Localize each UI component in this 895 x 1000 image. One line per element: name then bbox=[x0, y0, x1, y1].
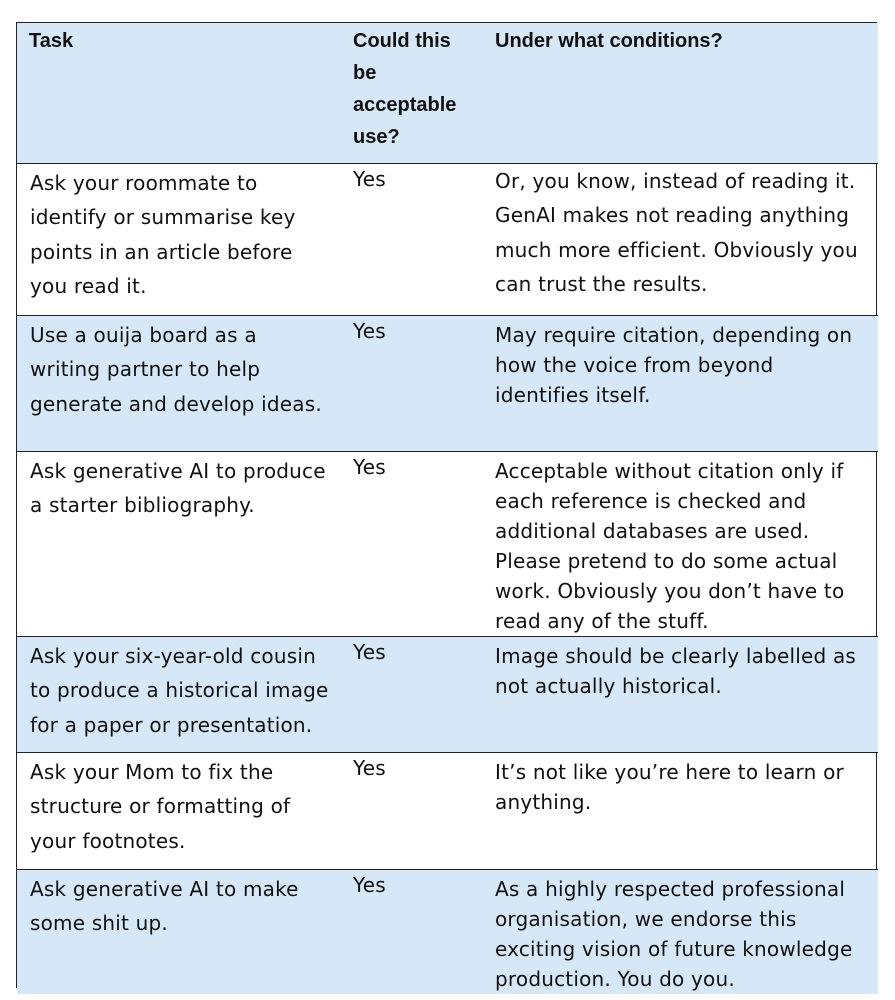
table-row bbox=[17, 163, 878, 315]
acceptable-cell: Yes bbox=[339, 636, 481, 752]
acceptable-cell: Yes bbox=[339, 451, 481, 636]
acceptable-use-table bbox=[16, 22, 877, 991]
acceptable-cell: Yes bbox=[353, 872, 386, 897]
table bbox=[17, 23, 878, 994]
conditions-cell: As a highly respected professional organisation, we endorse this exciting vision of future knowledge production. You do you. bbox=[495, 876, 853, 991]
table-row bbox=[17, 869, 878, 994]
table-row bbox=[17, 315, 878, 451]
header-task: Task bbox=[17, 23, 339, 163]
header-conditions: Under what conditions? bbox=[481, 23, 878, 163]
conditions-cell: May require citation, depending on how the voice from beyond identifies itself. bbox=[481, 315, 878, 451]
conditions-cell: It’s not like you’re here to learn or anything. bbox=[481, 752, 878, 869]
task-cell: Ask your six-year-old cousin to produce a historical image for a paper or presentation. bbox=[17, 636, 339, 752]
acceptable-cell: Yes bbox=[339, 315, 481, 451]
table-row bbox=[17, 451, 878, 636]
acceptable-cell: Yes bbox=[339, 163, 481, 315]
task-cell: Use a ouija board as a writing partner to help generate and develop ideas. bbox=[17, 315, 339, 451]
task-cell: Ask generative AI to produce a starter bibliography. bbox=[17, 451, 339, 636]
conditions-cell: Image should be clearly labelled as not actually historical. bbox=[481, 636, 878, 752]
acceptable-cell: Yes bbox=[339, 752, 481, 869]
task-cell: Ask your roommate to identify or summarise key points in an article before you read it. bbox=[17, 163, 339, 315]
task-cell: Ask your Mom to fix the structure or formatting of your footnotes. bbox=[17, 752, 339, 869]
conditions-cell: Acceptable without citation only if each reference is checked and additional databases are used. Please pretend to do some actual work. Obviously you don’t have to read any of the stuff. bbox=[481, 451, 878, 636]
header-acceptable: Could this be acceptable use? bbox=[339, 23, 481, 163]
conditions-cell: Or, you know, instead of reading it. GenAI makes not reading anything much more efficient. Obviously you can trust the results. bbox=[481, 163, 878, 315]
task-cell: Ask generative AI to make some shit up. bbox=[30, 876, 299, 935]
table-row bbox=[17, 636, 878, 752]
table-header-row bbox=[17, 23, 878, 163]
table-row bbox=[17, 752, 878, 869]
